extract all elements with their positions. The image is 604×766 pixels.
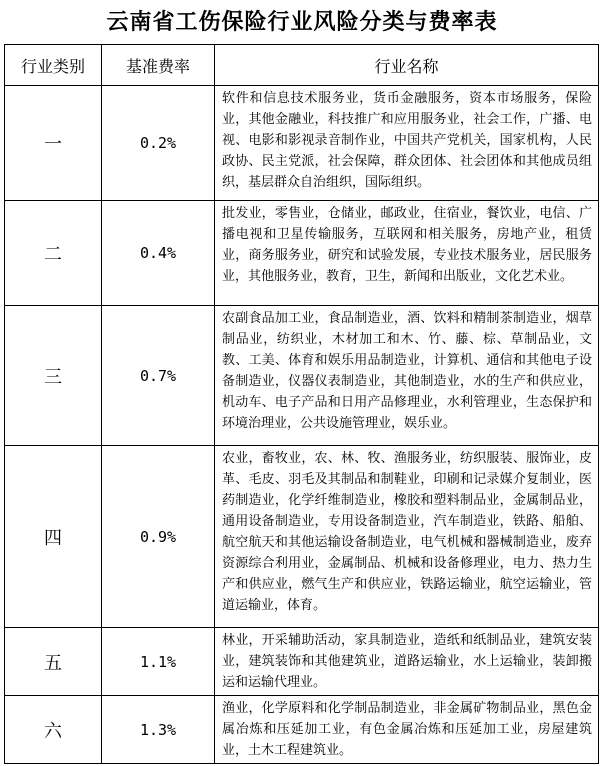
header-rate: 基准费率 xyxy=(102,45,215,86)
industry-names-cell: 农副食品加工业，食品制造业，酒、饮料和精制茶制造业，烟草制品业，纺织业，木材加工和木、竹、藤、棕、草制品业，文教、工美、体育和娱乐用品制造业，计算机、通信和其他电子设备制造业，仪器仪表制造业，其他制造业，水的生产和供应业，机动车、电子产品和日用产品修理业，水利管理业，生态保护和环境治理业，公共设施管理业，娱乐业。 xyxy=(215,306,599,446)
table-row xyxy=(5,628,599,696)
industry-names-cell: 渔业，化学原料和化学制品制造业，非金属矿物制品业，黑色金属冶炼和压延加工业，有色金属冶炼和压延加工业，房屋建筑业，土木工程建筑业。 xyxy=(215,696,599,764)
industry-names-cell: 软件和信息技术服务业，货币金融服务，资本市场服务，保险业，其他金融业，科技推广和应用服务业，社会工作，广播、电视、电影和影视录音制作业，中国共产党机关，国家机构，人民政协、民主党派，社会保障，群众团体、社会团体和其他成员组织，基层群众自治组织，国际组织。 xyxy=(215,86,599,201)
table-row xyxy=(5,201,599,306)
category-cell: 二 xyxy=(5,201,102,306)
table-row xyxy=(5,306,599,446)
rate-cell: 1.3% xyxy=(102,696,215,764)
rate-cell: 0.2% xyxy=(102,86,215,201)
rate-cell: 0.9% xyxy=(102,446,215,628)
table-row xyxy=(5,696,599,764)
header-category: 行业类别 xyxy=(5,45,102,86)
page-title: 云南省工伤保险行业风险分类与费率表 xyxy=(106,9,498,35)
category-cell: 五 xyxy=(5,628,102,696)
rate-cell: 0.4% xyxy=(102,201,215,306)
category-cell: 六 xyxy=(5,696,102,764)
category-cell: 一 xyxy=(5,86,102,201)
header-names: 行业名称 xyxy=(215,45,599,86)
table-row xyxy=(5,446,599,628)
table-header-row xyxy=(5,45,599,86)
rate-table xyxy=(4,44,599,764)
industry-names-cell: 林业，开采辅助活动，家具制造业，造纸和纸制品业，建筑安装业，建筑装饰和其他建筑业，道路运输业，水上运输业，装卸搬运和运输代理业。 xyxy=(215,628,599,696)
industry-names-cell: 批发业，零售业，仓储业，邮政业，住宿业，餐饮业，电信、广播电视和卫星传输服务，互联网和相关服务，房地产业，租赁业，商务服务业，研究和试验发展，专业技术服务业，居民服务业，其他服务业，教育，卫生，新闻和出版业，文化艺术业。 xyxy=(215,201,599,306)
industry-names-cell: 农业，畜牧业，农、林、牧、渔服务业，纺织服装、服饰业，皮革、毛皮、羽毛及其制品和制鞋业，印刷和记录媒介复制业，医药制造业，化学纤维制造业，橡胶和塑料制品业，金属制品业，通用设备制造业，专用设备制造业，汽车制造业，铁路、船舶、航空航天和其他运输设备制造业，电气机械和器械制造业，废弃资源综合利用业，金属制品、机械和设备修理业，电力、热力生产和供应业，燃气生产和供应业，铁路运输业，航空运输业，管道运输业，体育。 xyxy=(215,446,599,628)
rate-cell: 0.7% xyxy=(102,306,215,446)
category-cell: 三 xyxy=(5,306,102,446)
category-cell: 四 xyxy=(5,446,102,628)
table-row xyxy=(5,86,599,201)
rate-cell: 1.1% xyxy=(102,628,215,696)
